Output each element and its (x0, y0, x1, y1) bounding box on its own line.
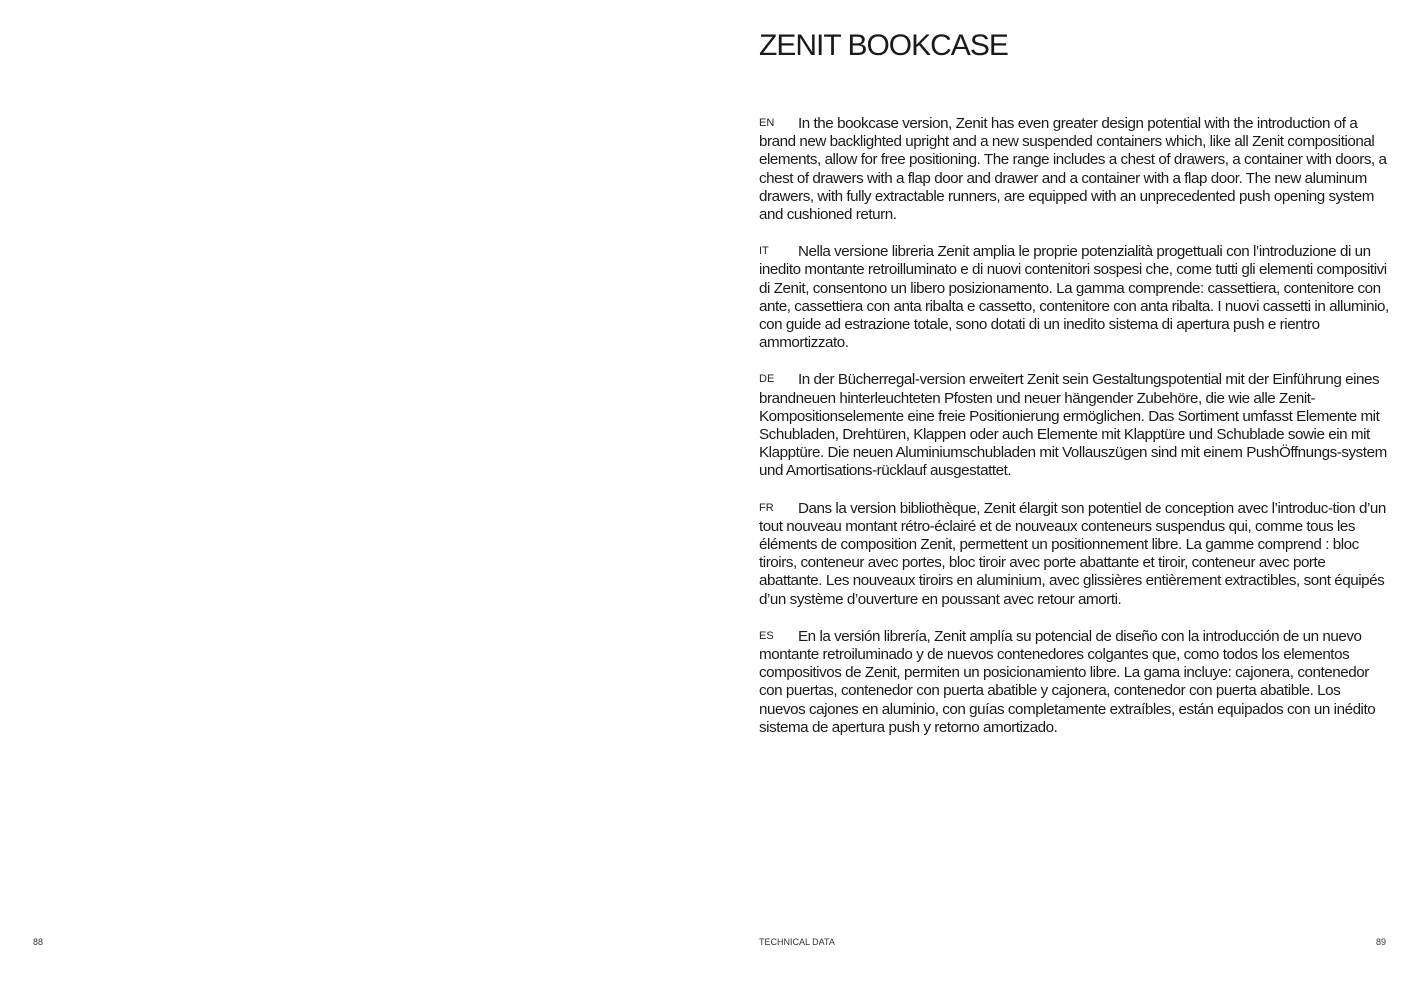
text-block-de (759, 370, 1389, 480)
text-block-it (759, 242, 1389, 352)
text-fr: Dans la version bibliothèque, Zenit élargit son potentiel de conception avec l’introduc-tion d’un tout nouveau montant rétro-éclairé et de nouveaux conteneurs suspendus qui, comme tous les éléments de composition Zenit, permettent un positionnement libre. La gamme comprend : bloc tiroirs, conteneur avec portes, bloc tiroir avec porte abattante et tiroir, conteneur avec porte abattante. Les nouveaux tiroirs en aluminium, avec glissières entièrement extractibles, sont équipés d’un système d’ouverture en poussant avec retour amorti. (759, 499, 1386, 608)
text-block-es (759, 627, 1389, 737)
multilingual-description (759, 114, 1389, 755)
text-de: In der Bücherregal-version erweitert Zenit sein Gestaltungspotential mit der Einführung eines brandneuen hinterleuchteten Pfosten und neuer hängender Zubehöre, die wie alle Zenit-Kompositionselemente eine freie Positionierung ermöglichen. Das Sortiment umfasst Elemente mit Schubladen, Drehtüren, Klappen oder auch Elemente mit Klapptüre und Schublade sowie ein mit Klapptüre. Die neuen Aluminiumschubladen mit Vollauszügen sind mit einem PushÖffnungs-system und Amortisations-rücklauf ausgestattet. (759, 371, 1387, 480)
language-code-en: EN (759, 117, 775, 129)
right-page-number: 89 (1376, 937, 1387, 947)
left-page-number: 88 (33, 937, 44, 947)
language-code-de: DE (759, 373, 775, 386)
text-block-en (759, 114, 1389, 224)
text-en: In the bookcase version, Zenit has even greater design potential with the introduction of a brand new backlighted upright and a new suspended containers which, like all Zenit compositional elements, allow for free positioning. The range includes a chest of drawers, a container with doors, a chest of drawers with a flap door and drawer and a container with a flap door. The new aluminum drawers, with fully extractable runners, are equipped with an unprecedented push opening system and cushioned return. (759, 115, 1387, 224)
language-code-it: IT (759, 245, 769, 258)
text-it: Nella versione libreria Zenit amplia le proprie potenzialità progettuali con l’introduzione di un inedito montante retroilluminato e di nuovi contenitori sospesi che, come tutti gli elementi compositivi di Zenit, consentono un libero posizionamento. La gamma comprende: cassettiera, contenitore con ante, cassettiera con anta ribalta e cassetto, contenitore con anta ribalta. I nuovi cassetti in alluminio, con guide ad estrazione totale, sono dotati di un inedito sistema di apertura push e rientro ammortizzato. (759, 243, 1389, 352)
section-label: TECHNICAL DATA (759, 937, 835, 947)
language-code-fr: FR (759, 501, 774, 514)
text-block-fr (759, 499, 1389, 609)
text-es: En la versión librería, Zenit amplía su potencial de diseño con la introducción de un nuevo montante retroiluminado y de nuevos contenedores colgantes que, como todos los elementos compositivos de Zenit, permiten un posicionamiento libre. La gama incluye: cajonera, contenedor con puertas, contenedor con puerta abatible y cajonera, contenedor con puerta abatible. Los nuevos cajones en aluminio, con guías completamente extraíbles, están equipados con un inédito sistema de apertura push y retorno amortizado. (759, 627, 1376, 736)
language-code-es: ES (759, 629, 774, 642)
page-title: ZENIT BOOKCASE (759, 29, 1008, 62)
